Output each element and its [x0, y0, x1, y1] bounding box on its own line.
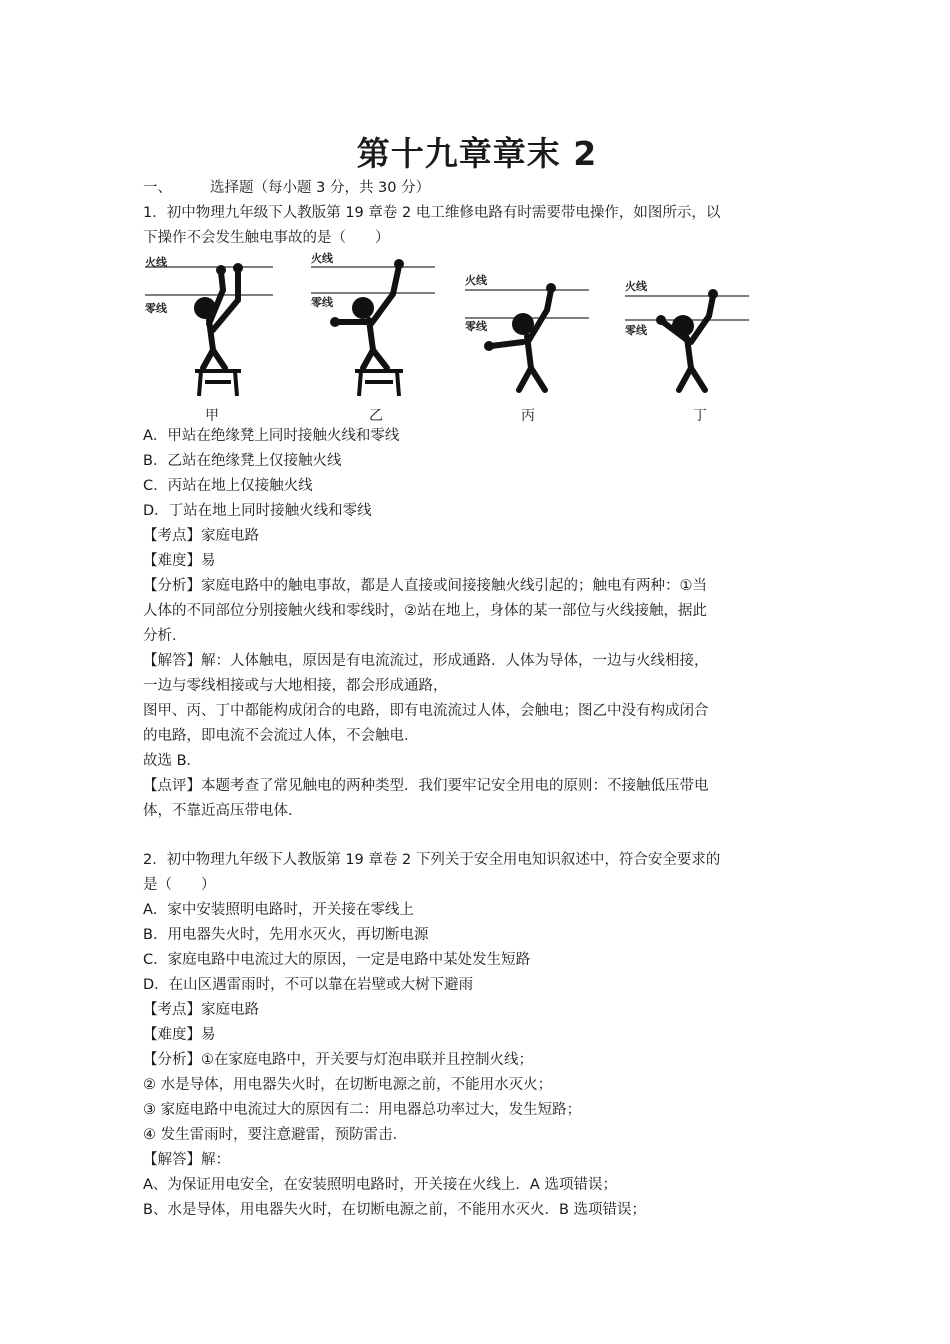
label-neutral-bing: 零线: [465, 320, 487, 333]
stool-jia: [195, 371, 241, 396]
caption-ding: 丁: [693, 408, 707, 424]
q1-kaodian: 【考点】家庭电路: [143, 528, 259, 544]
q2-kaodian: 【考点】家庭电路: [143, 1002, 259, 1018]
person-ding: [656, 289, 718, 390]
q1-option-a: A．甲站在绝缘凳上同时接触火线和零线: [143, 428, 400, 444]
q1-stem-line2: 下操作不会发生触电事故的是（ ）: [143, 230, 390, 246]
label-neutral-jia: 零线: [145, 302, 167, 315]
q1-jieda-line5: 故选 B．: [143, 753, 202, 769]
section-heading: [143, 178, 430, 198]
person-yi: [330, 259, 404, 368]
q1-option-b: B．乙站在绝缘凳上仅接触火线: [143, 453, 342, 469]
q2-option-d: D．在山区遇雷雨时，不可以靠在岩壁或大树下避雨: [143, 977, 474, 993]
label-live-ding: 火线: [625, 280, 647, 293]
q2-jieda-line1: 【解答】解：: [143, 1152, 230, 1168]
q2-option-c: C．家庭电路中电流过大的原因，一定是电路中某处发生短路: [143, 952, 531, 968]
section-label: 选择题（每小题 3 分，共 30 分）: [210, 180, 431, 196]
q2-fenxi-line2: ② 水是导体，用电器失火时，在切断电源之前，不能用水灭火；: [143, 1077, 553, 1093]
q2-nandu: 【难度】易: [143, 1027, 216, 1043]
stool-yi: [355, 371, 403, 396]
label-live-jia: 火线: [145, 256, 167, 269]
q2-jieda-line3: B、水是导体，用电器失火时，在切断电源之前，不能用水灭火．B 选项错误；: [143, 1202, 647, 1218]
label-live-bing: 火线: [465, 274, 487, 287]
q2-option-b: B．用电器失火时，先用水灭火，再切断电源: [143, 927, 429, 943]
q2-fenxi-line1: 【分析】①在家庭电路中，开关要与灯泡串联并且控制火线；: [143, 1052, 533, 1068]
page-title: 第十九章章末 2: [356, 134, 598, 173]
q1-figure: [143, 250, 811, 430]
q1-nandu: 【难度】易: [143, 553, 216, 569]
q1-fenxi-line1: 【分析】家庭电路中的触电事故，都是人直接或间接接触火线引起的；触电有两种：①当: [143, 578, 707, 594]
q1-jieda-line4: 的电路，即电流不会流过人体，不会触电．: [143, 728, 419, 744]
q1-fenxi-line3: 分析．: [143, 628, 187, 644]
q2-stem-line1: 2．初中物理九年级下人教版第 19 章卷 2 下列关于安全用电知识叙述中，符合安全要求的: [143, 852, 721, 868]
electric-shock-illustration: [143, 250, 811, 430]
q1-jieda-line1: 【解答】解：人体触电，原因是有电流流过，形成通路．人体为导体，一边与火线相接，: [143, 653, 709, 669]
q2-jieda-line2: A、为保证用电安全，在安装照明电路时，开关接在火线上．A 选项错误；: [143, 1177, 617, 1193]
q1-stem-line1: 1．初中物理九年级下人教版第 19 章卷 2 电工维修电路有时需要带电操作，如图所示，以: [143, 205, 721, 221]
q2-fenxi-line3: ③ 家庭电路中电流过大的原因有二：用电器总功率过大，发生短路；: [143, 1102, 582, 1118]
q1-jieda-line3: 图甲、丙、丁中都能构成闭合的电路，即有电流流过人体，会触电；图乙中没有构成闭合: [143, 703, 709, 719]
caption-bing: 丙: [521, 408, 535, 424]
q1-dianping-line1: 【点评】本题考查了常见触电的两种类型．我们要牢记安全用电的原则：不接触低压带电: [143, 778, 709, 794]
label-neutral-yi: 零线: [311, 296, 333, 309]
section-number: 一、: [143, 180, 172, 196]
q1-fenxi-line2: 人体的不同部位分别接触火线和零线时，②站在地上，身体的某一部位与火线接触，据此: [143, 603, 707, 619]
q1-jieda-line2: 一边与零线相接或与大地相接，都会形成通路，: [143, 678, 448, 694]
q2-stem-line2: 是（ ）: [143, 877, 216, 893]
q1-dianping-line2: 体，不靠近高压带电体．: [143, 803, 303, 819]
label-neutral-ding: 零线: [625, 324, 647, 337]
label-live-yi: 火线: [311, 252, 333, 265]
caption-yi: 乙: [369, 408, 383, 424]
q1-option-d: D．丁站在地上同时接触火线和零线: [143, 503, 372, 519]
q2-fenxi-line4: ④ 发生雷雨时，要注意避雷，预防雷击．: [143, 1127, 408, 1143]
caption-jia: 甲: [205, 408, 219, 424]
q1-option-c: C．丙站在地上仅接触火线: [143, 478, 313, 494]
q2-option-a: A．家中安装照明电路时，开关接在零线上: [143, 902, 414, 918]
person-bing: [484, 283, 556, 390]
person-jia: [194, 263, 243, 368]
